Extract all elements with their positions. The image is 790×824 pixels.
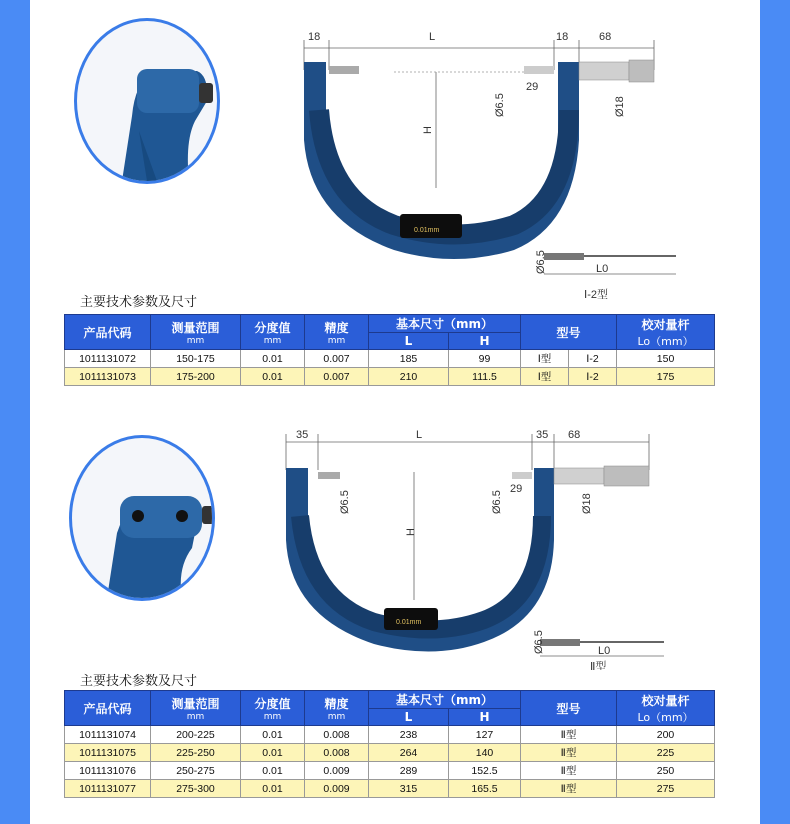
th2-L: L — [369, 709, 449, 726]
cell-L: 289 — [369, 762, 449, 780]
dim2-label-a: 35 — [296, 429, 309, 441]
cell-H: 165.5 — [449, 780, 521, 798]
cell-H: 99 — [449, 350, 521, 368]
th-precision: 精度 mm — [305, 315, 369, 350]
cell-code: 1011131076 — [65, 762, 151, 780]
table-row — [65, 726, 715, 744]
cell-rod: 200 — [617, 726, 715, 744]
cell-code: 1011131077 — [65, 780, 151, 798]
cell-div: 0.01 — [241, 744, 305, 762]
table-row — [65, 350, 715, 368]
cell-model: Ⅱ型 — [521, 744, 617, 762]
dim-label-a: 18 — [308, 31, 321, 43]
micrometer-diagram-1 — [64, 0, 714, 300]
th2-range: 测量范围 mm — [151, 691, 241, 726]
cell-L: 210 — [369, 368, 449, 386]
th2-basic-size: 基本尺寸（mm） — [369, 691, 521, 709]
rod2-model-label: Ⅱ型 — [590, 661, 607, 670]
th2-model: 型号 — [521, 691, 617, 726]
th2-code: 产品代码 — [65, 691, 151, 726]
cell-div: 0.01 — [241, 350, 305, 368]
th2-precision: 精度 mm — [305, 691, 369, 726]
dim2-label-b: 35 — [536, 429, 549, 441]
brand-badge-2-text: 0.01mm — [396, 619, 422, 626]
cell-H: 152.5 — [449, 762, 521, 780]
th-division: 分度值 mm — [241, 315, 305, 350]
dim-label-29: 29 — [526, 81, 539, 93]
cell-div: 0.01 — [241, 762, 305, 780]
cell-model: Ⅰ型 — [521, 350, 569, 368]
dim-label-c: 68 — [599, 31, 612, 43]
cell-code: 1011131074 — [65, 726, 151, 744]
cell-range: 200-225 — [151, 726, 241, 744]
dim2-label-d65a: Ø6.5 — [339, 490, 351, 514]
spec-section-1 — [64, 0, 714, 395]
brand-badge-1 — [400, 214, 462, 238]
th2-rod: 校对量杆 Lo（mm） — [617, 691, 715, 726]
cell-rod: 250 — [617, 762, 715, 780]
cell-model-sub: Ⅰ-2 — [569, 350, 617, 368]
cell-H: 127 — [449, 726, 521, 744]
dim2-label-L: L — [416, 429, 423, 441]
cell-model-sub: Ⅰ-2 — [569, 368, 617, 386]
spec-heading-1: 主要技术参数及尺寸 — [80, 295, 198, 310]
cell-model: Ⅱ型 — [521, 762, 617, 780]
table-row — [65, 368, 715, 386]
cell-prec: 0.008 — [305, 744, 369, 762]
table-row — [65, 762, 715, 780]
cell-div: 0.01 — [241, 368, 305, 386]
dim2-label-d18: Ø18 — [581, 493, 593, 514]
th2-H: H — [449, 709, 521, 726]
spec-section-2 — [64, 420, 714, 815]
cell-L: 185 — [369, 350, 449, 368]
cell-model: Ⅱ型 — [521, 726, 617, 744]
cell-rod: 175 — [617, 368, 715, 386]
rod-dim-L0: L0 — [596, 263, 609, 275]
cell-rod: 275 — [617, 780, 715, 798]
th-code: 产品代码 — [65, 315, 151, 350]
cell-L: 315 — [369, 780, 449, 798]
dim2-label-H: H — [405, 528, 417, 536]
rod-dim-d65: Ø6.5 — [535, 250, 547, 274]
th-L: L — [369, 333, 449, 350]
brand-badge-1-text: 0.01mm — [414, 227, 440, 234]
cell-range: 275-300 — [151, 780, 241, 798]
left-sidebar-bar — [0, 0, 30, 824]
cell-model: Ⅰ型 — [521, 368, 569, 386]
dim-label-d65: Ø6.5 — [494, 93, 506, 117]
cell-prec: 0.009 — [305, 762, 369, 780]
th2-division: 分度值 mm — [241, 691, 305, 726]
cell-prec: 0.009 — [305, 780, 369, 798]
spec-table-1 — [64, 314, 715, 386]
micrometer-diagram-2 — [64, 420, 714, 670]
cell-code: 1011131072 — [65, 350, 151, 368]
cell-model: Ⅱ型 — [521, 780, 617, 798]
cell-prec: 0.007 — [305, 350, 369, 368]
cell-div: 0.01 — [241, 726, 305, 744]
cell-L: 238 — [369, 726, 449, 744]
cell-range: 225-250 — [151, 744, 241, 762]
spec-table-2 — [64, 690, 715, 798]
dim2-label-29: 29 — [510, 483, 523, 495]
cell-rod: 225 — [617, 744, 715, 762]
rod2-dim-d65: Ø6.5 — [533, 630, 545, 654]
cell-H: 111.5 — [449, 368, 521, 386]
th-model: 型号 — [521, 315, 617, 350]
th-basic-size: 基本尺寸（mm） — [369, 315, 521, 333]
dim2-label-c: 68 — [568, 429, 581, 441]
th-rod: 校对量杆 Lo（mm） — [617, 315, 715, 350]
rod2-dim-L0: L0 — [598, 645, 611, 657]
dim-label-L: L — [429, 31, 436, 43]
dim-label-b: 18 — [556, 31, 569, 43]
cell-range: 175-200 — [151, 368, 241, 386]
cell-range: 150-175 — [151, 350, 241, 368]
cell-code: 1011131073 — [65, 368, 151, 386]
cell-code: 1011131075 — [65, 744, 151, 762]
cell-div: 0.01 — [241, 780, 305, 798]
table-row — [65, 780, 715, 798]
dim-label-H: H — [422, 126, 434, 134]
cell-range: 250-275 — [151, 762, 241, 780]
cell-rod: 150 — [617, 350, 715, 368]
cell-prec: 0.007 — [305, 368, 369, 386]
cell-L: 264 — [369, 744, 449, 762]
table-row — [65, 744, 715, 762]
rod-model-label: Ⅰ-2型 — [584, 289, 609, 300]
dim-label-d18: Ø18 — [614, 96, 626, 117]
cell-prec: 0.008 — [305, 726, 369, 744]
cell-H: 140 — [449, 744, 521, 762]
dim2-label-d65b: Ø6.5 — [491, 490, 503, 514]
spec-heading-2: 主要技术参数及尺寸 — [80, 674, 198, 689]
right-sidebar-bar — [760, 0, 790, 824]
th-H: H — [449, 333, 521, 350]
th-range: 测量范围 mm — [151, 315, 241, 350]
